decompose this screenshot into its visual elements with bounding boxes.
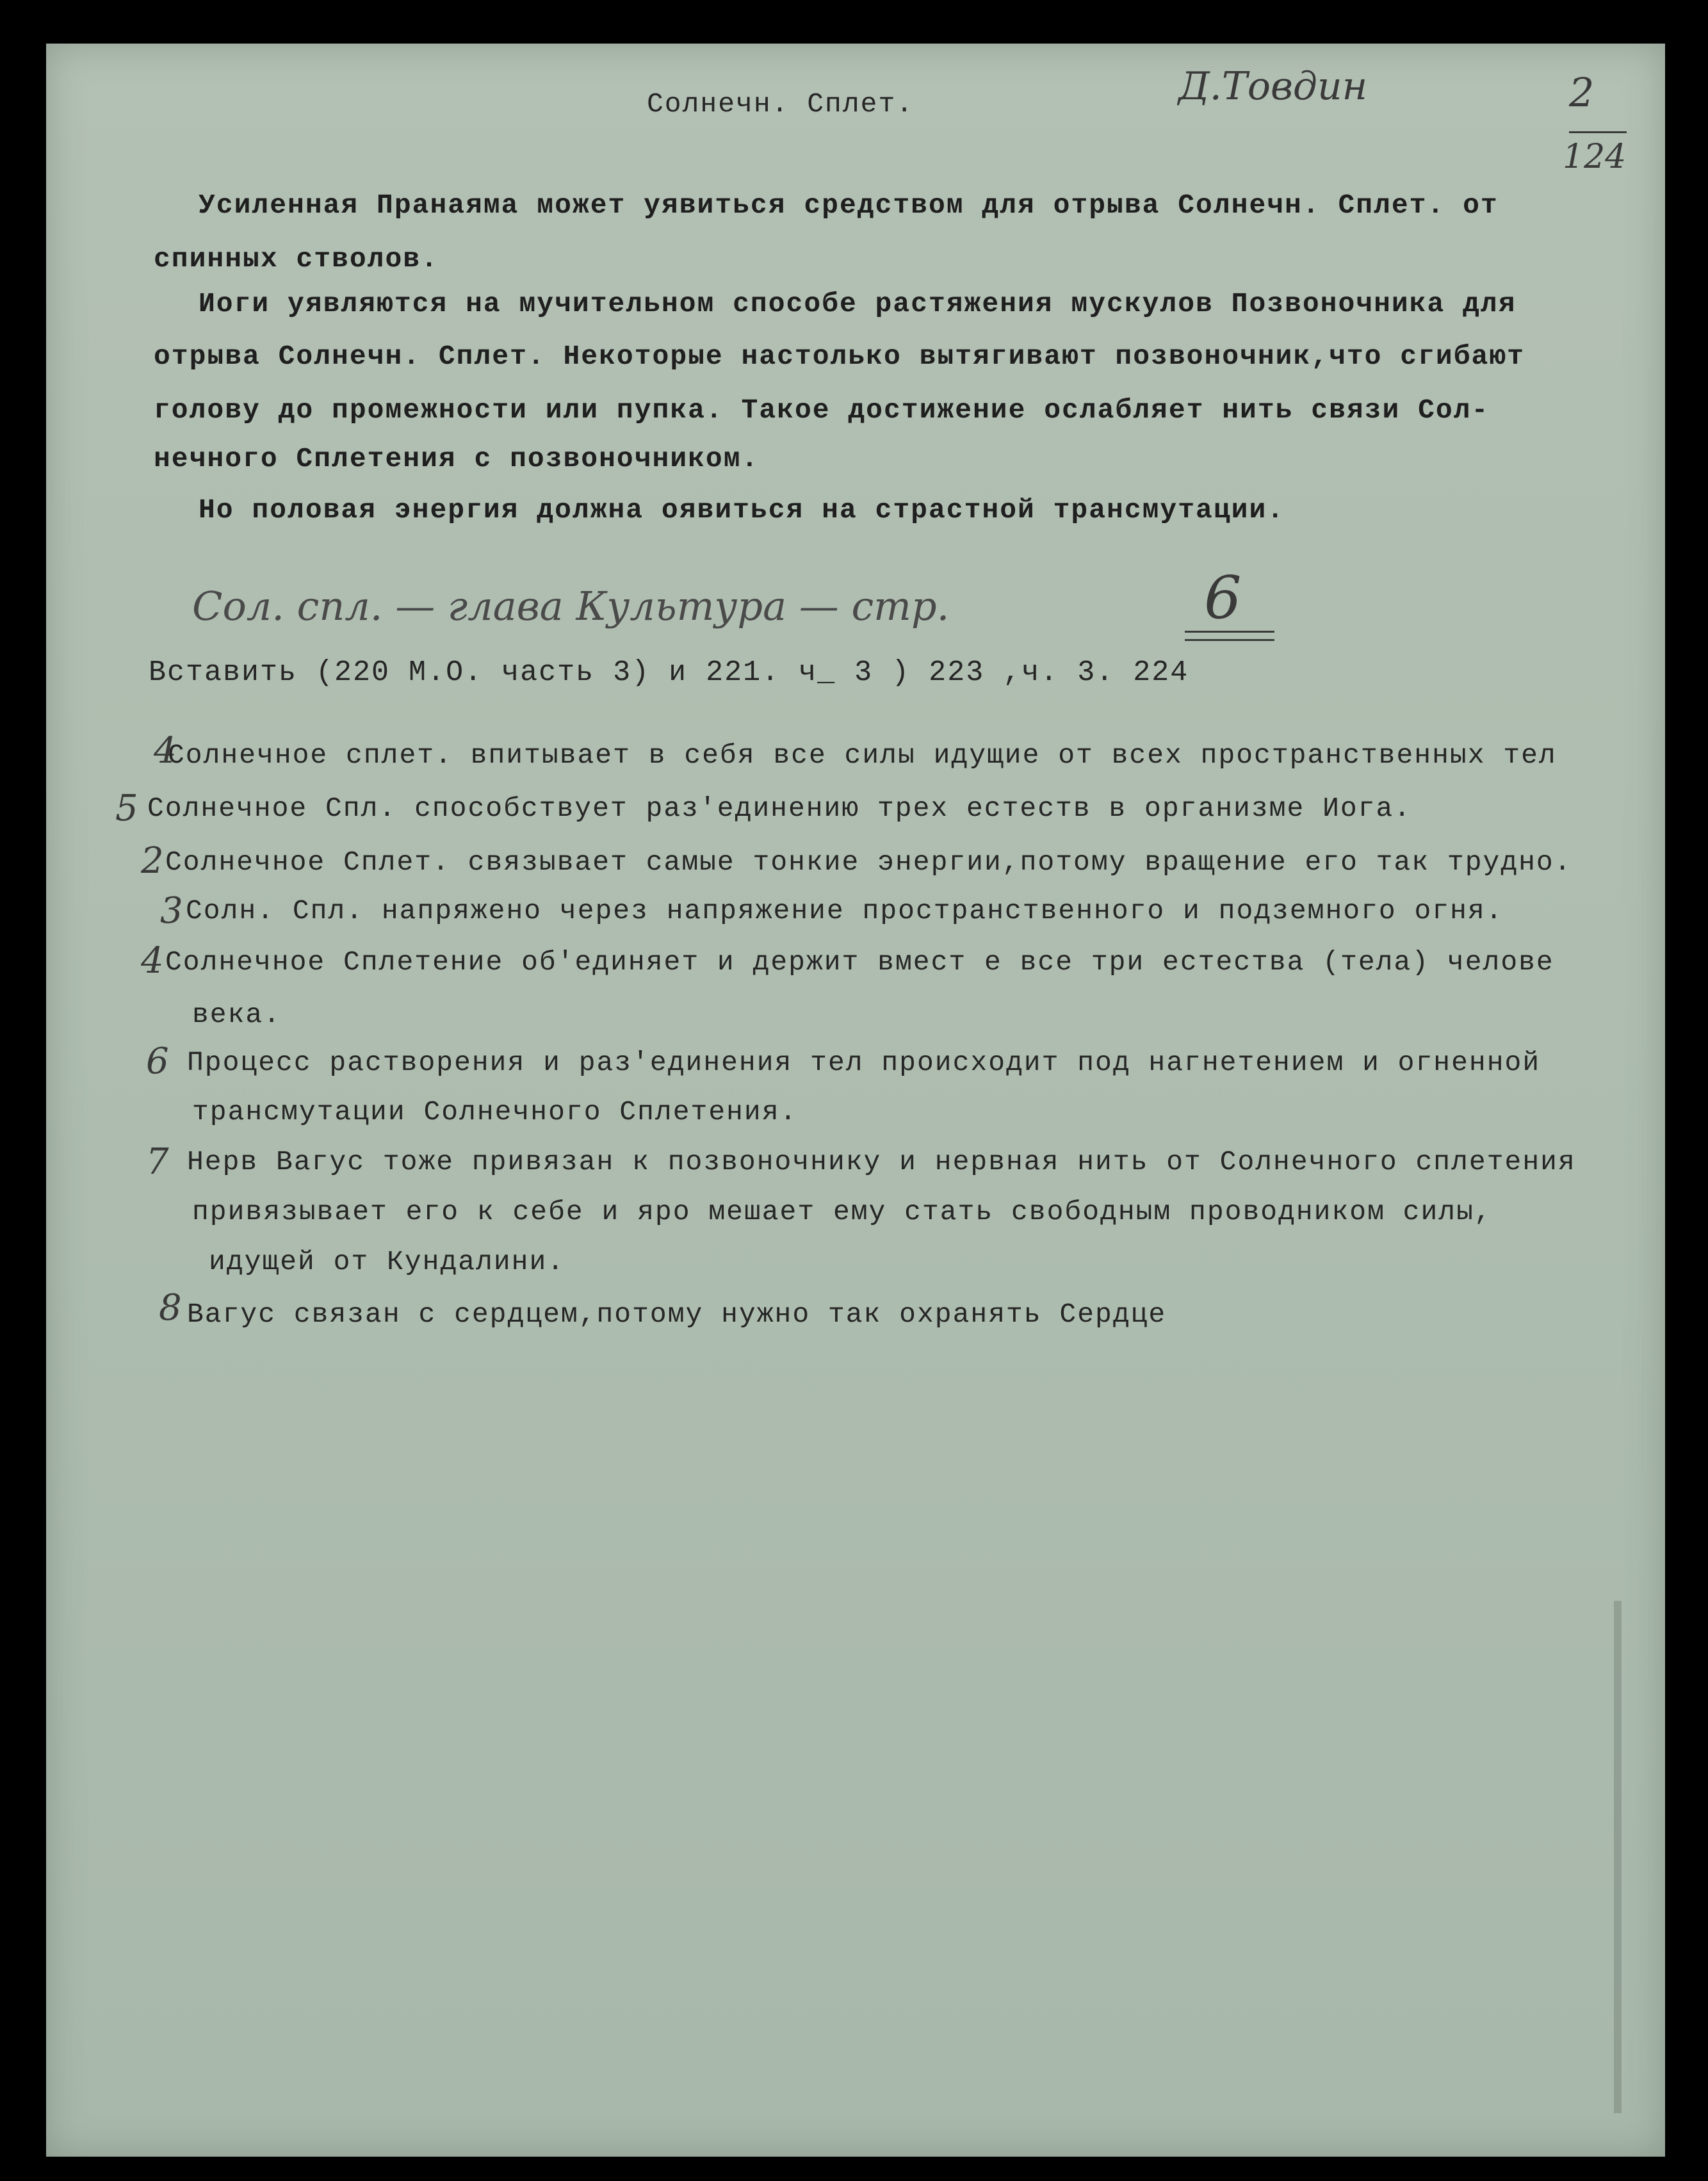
handwritten-note-number: 6 xyxy=(1204,563,1242,632)
item-marker: 6 xyxy=(146,1041,169,1082)
paragraph-line: нечного Сплетения с позвоночником. xyxy=(154,443,760,474)
item-marker: 5 xyxy=(115,788,138,829)
page-number-rule xyxy=(1569,131,1627,133)
item-line: привязывает его к себе и яро мешает ему стать свободным проводником силы, xyxy=(192,1196,1492,1228)
item-line: Процесс растворения и раз'единения тел происходит под нагнетением и огненной xyxy=(187,1047,1541,1078)
paragraph-line: Иоги уявляются на мучительном способе растяжения мускулов Позвоночника для xyxy=(199,288,1517,320)
item-marker: 2 xyxy=(141,840,164,882)
paragraph-line: Но половая энергия должна оявиться на страстной трансмутации. xyxy=(199,494,1285,526)
item-marker: 4 xyxy=(154,730,177,772)
item-marker: 3 xyxy=(160,890,183,932)
insert-instruction: Вставить (220 М.О. часть 3) и 221. ч_ 3 ) 223 ,ч. 3. 224 xyxy=(149,656,1189,689)
archive-number: 124 xyxy=(1563,138,1627,176)
item-marker: 8 xyxy=(159,1287,182,1329)
item-line: Солнечное Спл. способствует раз'единению трех естеств в организме Иога. xyxy=(147,793,1412,824)
page-number: 2 xyxy=(1569,69,1595,116)
item-line: идущей от Кундалини. xyxy=(209,1246,565,1277)
handwritten-note: Сол. спл. — глава Культура — стр. xyxy=(192,583,950,629)
item-line: Солнечное Сплетение об'единяет и держит вмест е все три естества (тела) челове xyxy=(165,946,1554,978)
item-marker: 7 xyxy=(146,1141,169,1183)
paragraph-line: спинных стволов. xyxy=(154,243,439,275)
item-line: Вагус связан с сердцем,потому нужно так охранять Сердце xyxy=(187,1299,1167,1330)
item-marker: 4 xyxy=(141,940,164,982)
item-line: Солн. Спл. напряжено через напряжение пространственного и подземного огня. xyxy=(186,895,1504,927)
note-number-rule-2 xyxy=(1185,639,1274,641)
item-line: Нерв Вагус тоже привязан к позвоночнику и нервная нить от Солнечного сплетения xyxy=(187,1146,1576,1178)
item-line: Солнечное сплет. впитывает в себя все силы идущие от всех пространственных тел xyxy=(168,740,1557,771)
paper-fold xyxy=(1614,1601,1622,2113)
item-line: века. xyxy=(192,999,282,1030)
handwritten-signature: Д.Товдин xyxy=(1178,64,1368,109)
paragraph-line: Усиленная Пранаяма может уявиться средством для отрыва Солнечн. Сплет. от xyxy=(199,190,1499,221)
note-number-rule-1 xyxy=(1185,631,1274,633)
item-line: Солнечное Сплет. связывает самые тонкие энергии,потому вращение его так трудно. xyxy=(165,847,1572,878)
document-title: Солнечн. Сплет. xyxy=(647,88,915,120)
item-line: трансмутации Солнечного Сплетения. xyxy=(192,1096,798,1128)
paragraph-line: голову до промежности или пупка. Такое достижение ослабляет нить связи Сол- xyxy=(154,394,1490,426)
paragraph-line: отрыва Солнечн. Сплет. Некоторые настолько вытягивают позвоночник,что сгибают xyxy=(154,341,1525,372)
